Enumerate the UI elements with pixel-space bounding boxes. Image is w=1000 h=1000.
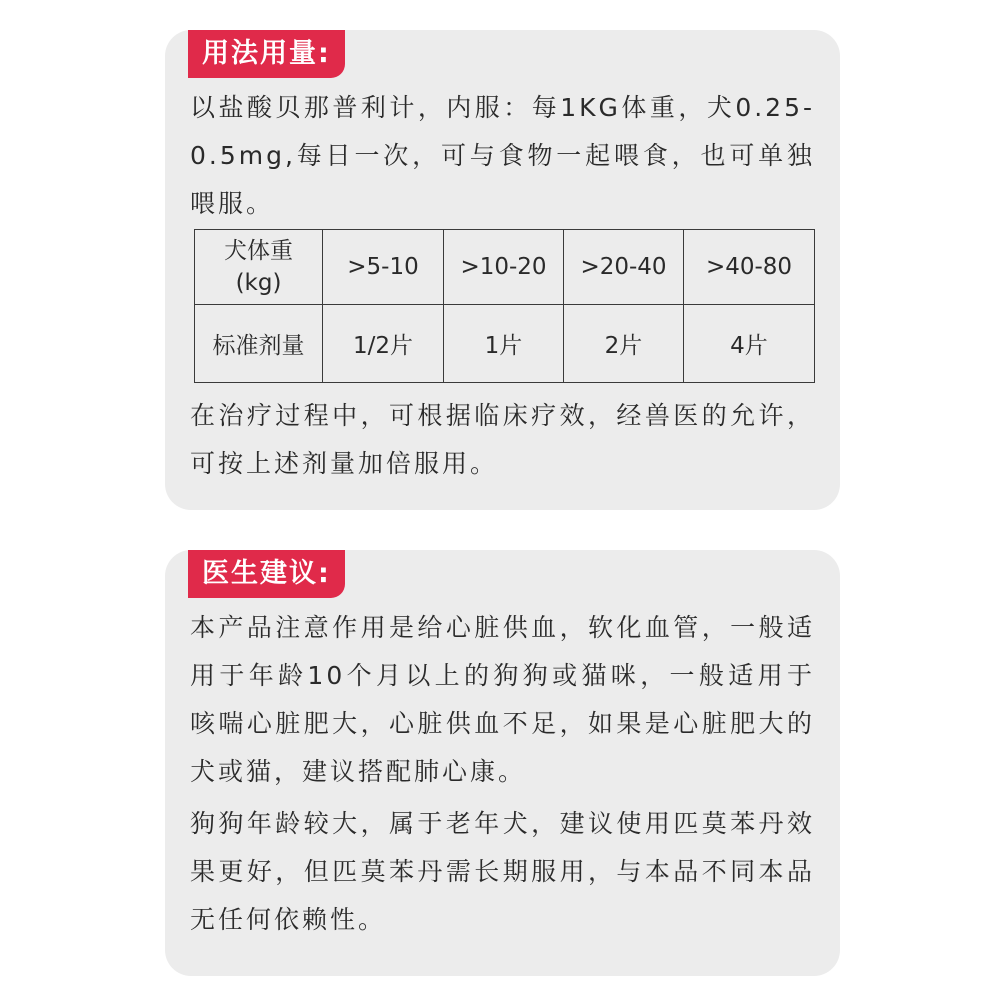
advice-card xyxy=(165,550,840,976)
weight-range-cell: >20-40 xyxy=(564,230,684,305)
dose-header-cell: 标准剂量 xyxy=(195,305,323,383)
weight-header-cell xyxy=(195,230,323,305)
advice-paragraph-2: 狗狗年龄较大，属于老年犬，建议使用匹莫苯丹效果更好，但匹莫苯丹需长期服用，与本品不同本品无任何依赖性。 xyxy=(190,809,815,934)
dose-cell: 4片 xyxy=(684,305,815,383)
dose-cell: 1片 xyxy=(444,305,564,383)
dose-cell: 1/2片 xyxy=(323,305,444,383)
dosage-table xyxy=(194,229,815,383)
usage-intro-text: 以盐酸贝那普利计，内服：每1KG体重，犬0.25-0.5mg,每日一次，可与食物一起喂食，也可单独喂服。 xyxy=(190,93,815,218)
weight-range-cell: >40-80 xyxy=(684,230,815,305)
advice-tag: 医生建议: xyxy=(188,550,345,598)
weight-range-cell: >10-20 xyxy=(444,230,564,305)
usage-card xyxy=(165,30,840,510)
weight-header-label: 犬体重 xyxy=(224,238,293,264)
usage-tag: 用法用量: xyxy=(188,30,345,78)
table-row-weight xyxy=(195,230,815,305)
dose-cell: 2片 xyxy=(564,305,684,383)
weight-header-unit: (kg) xyxy=(235,270,282,296)
weight-range-cell: >5-10 xyxy=(323,230,444,305)
advice-paragraph-1: 本产品注意作用是给心脏供血，软化血管，一般适用于年龄10个月以上的狗狗或猫咪，一般适用于咳喘心脏肥大，心脏供血不足，如果是心脏肥大的犬或猫，建议搭配肺心康。 xyxy=(190,613,815,786)
table-row-dose xyxy=(195,305,815,383)
usage-note-text: 在治疗过程中，可根据临床疗效，经兽医的允许，可按上述剂量加倍服用。 xyxy=(190,401,815,478)
